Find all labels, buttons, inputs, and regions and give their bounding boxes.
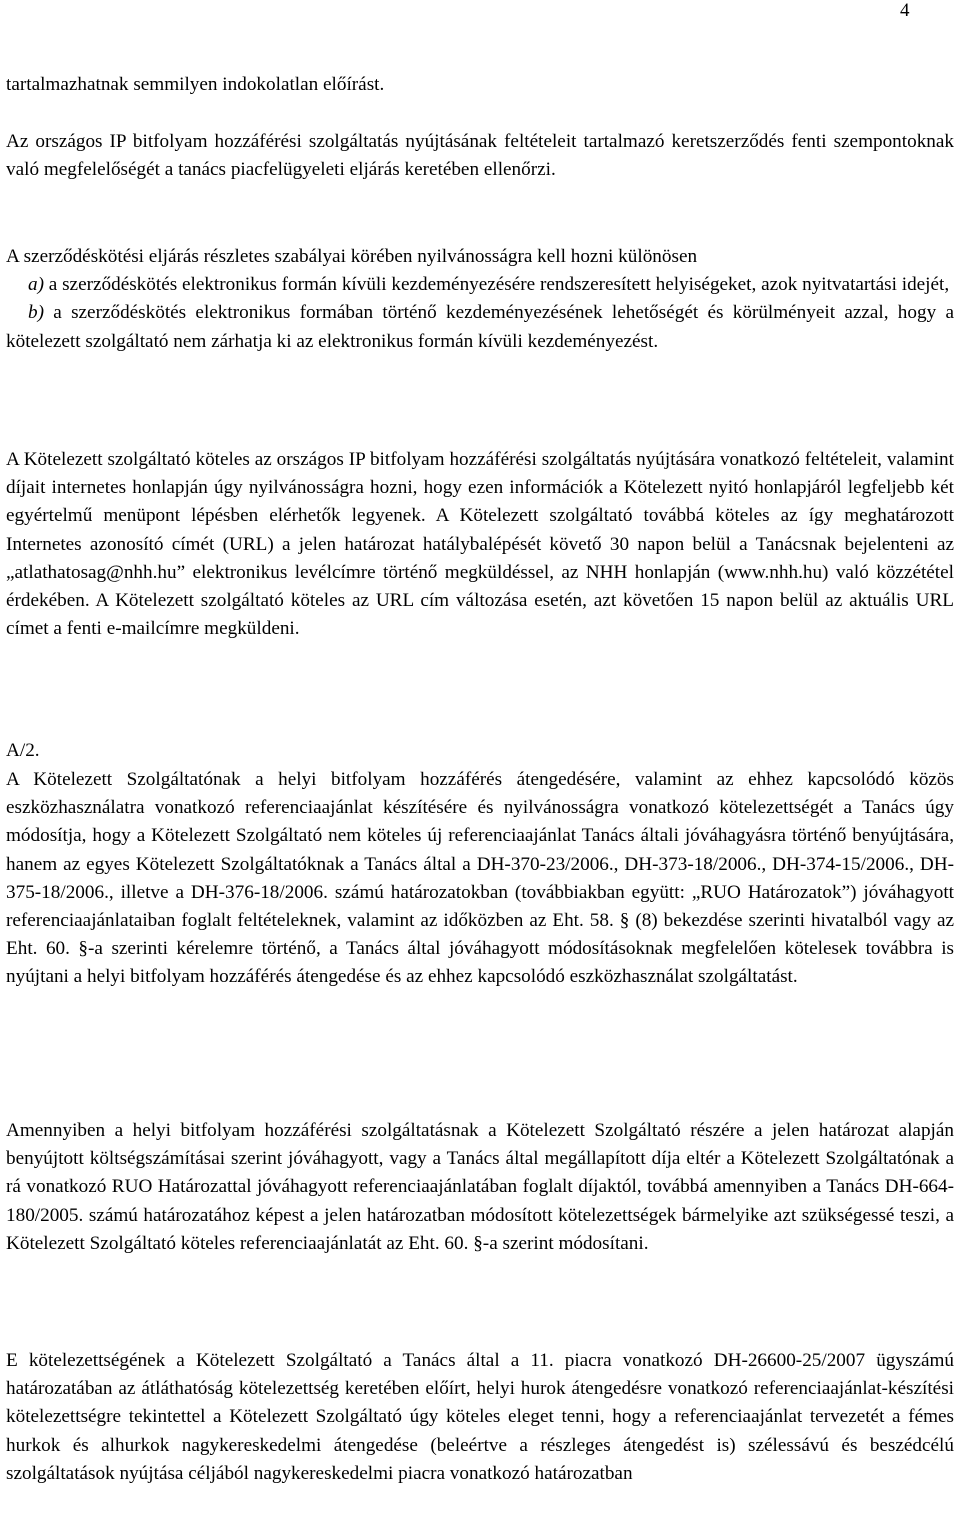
page-number: 4	[900, 0, 910, 21]
paragraph-oversight: Az országos IP bitfolyam hozzáférési szolgáltatás nyújtásának feltételeit tartalmazó keretszerződés fenti szempontoknak való megfelelőségét a tanács piacfelügyeleti eljárás keretében ellenőrzi.	[6, 131, 954, 181]
contract-rules-intro: A szerződéskötési eljárás részletes szabályai körében nyilvánosságra kell hozni különösen	[6, 246, 698, 267]
paragraph-fee-modification: Amennyiben a helyi bitfolyam hozzáférési szolgáltatásnak a Kötelezett Szolgáltató részére a jelen határozat alapján benyújtott költségszámításai szerint jóváhagyott, vagy a Tanács által megállapított díja eltér a Kötelezett Szolgáltatónak a rá vonatkozó RUO Határozattal jóváhagyott referenciaajánlatában foglalt díjaktól, továbbá amennyiben a Tanács DH-664-180/2005. számú határozatához képest a jelen határozatban módosított kötelezettségek bármelyike azt szükségessé teszi, a Kötelezett Szolgáltató köteles referenciaajánlatát az Eht. 60. §-a szerint módosítani.	[6, 1120, 954, 1254]
paragraph-continuation: tartalmazhatnak semmilyen indokolatlan előírást.	[6, 74, 385, 95]
section-heading-a2: A/2.	[6, 740, 40, 761]
list-text-a: a szerződéskötés elektronikus formán kívüli kezdeményezésére rendszeresített helyiségeket, azok nyitvatartási idejét,	[43, 274, 950, 296]
paragraph-bitstream-reference-offer: A Kötelezett Szolgáltatónak a helyi bitfolyam hozzáférés átengedésére, valamint az ehhez kapcsolódó közös eszközhasználatra vonatkozó referenciaajánlat készítésére és nyilvánosságra vonatkozó kötelezettségét a Tanács úgy módosítja, hogy a Kötelezett Szolgáltató nem köteles új referenciaajánlat Tanács általi jóváhagyásra történő benyújtására, hanem az egyes Kötelezett Szolgáltatóknak a Tanács által a DH-370-23/2006., DH-373-18/2006., DH-374-15/2006., DH-375-18/2006., illetve a DH-376-18/2006. számú határozatokban (továbbiakban együtt: „RUO Határozatok”) jóváhagyott referenciaajánlataiban foglalt feltételeknek, valamint az időközben az Eht. 58. § (8) bekezdése szerinti hivatalból vagy az Eht. 60. §-a szerinti kérelemre történő, a Tanács által jóváhagyott módosításoknak megfelelően kötelesek továbbra is nyújtani a helyi bitfolyam hozzáférés átengedése és az ehhez kapcsolódó eszközhasználat szolgáltatást.	[6, 769, 954, 988]
paragraph-contract-rules	[6, 243, 954, 356]
list-label-b: b)	[28, 302, 44, 324]
paragraph-publication: A Kötelezett szolgáltató köteles az országos IP bitfolyam hozzáférési szolgáltatás nyújtására vonatkozó feltételeit, valamint díjait internetes honlapján úgy nyilvánosságra hozni, hogy ezen információk a Kötelezett nyitó honlapjáról legfeljebb két egyértelmű menüpont lépésben elérhetők legyenek. A Kötelezett szolgáltató továbbá köteles az így meghatározott Internetes azonosító címét (URL) a jelen határozat hatálybalépését követő 30 napon belül a Tanácsnak bejelenteni az „atlathatosag@nhh.hu” elektronikus levélcímre történő megküldéssel, az NHH honlapján (www.nhh.hu) való közzététel érdekében. A Kötelezett szolgáltató köteles az URL cím változása esetén, azt követően 15 napon belül az aktuális URL címet a fenti e-mailcímre megküldeni.	[6, 449, 954, 640]
paragraph-obligation: E kötelezettségének a Kötelezett Szolgáltató a Tanács által a 11. piacra vonatkozó DH-26600-25/2007 ügyszámú határozatában az átláthatóság kötelezettség keretében előírt, helyi hurok átengedésre vonatkozó referenciaajánlat-készítési kötelezettségre tekintettel a Kötelezett Szolgáltató úgy köteles eleget tenni, hogy a referenciaajánlat tervezetét a fémes hurkok és alhurkok nagykereskedelmi átengedése (beleértve a részleges átengedést is) szélessávú és beszédcélú szolgáltatások nyújtása céljából nagykereskedelmi piacra vonatkozó határozatban	[6, 1350, 954, 1484]
list-item-a	[6, 271, 954, 299]
list-text-b: a szerződéskötés elektronikus formában történő kezdeményezésének lehetőségét és körülményeit azzal, hogy a kötelezett szolgáltató nem zárhatja ki az elektronikus formán kívüli kezdeményezést.	[6, 302, 954, 352]
list-item-b	[6, 299, 954, 355]
list-label-a: a)	[28, 274, 44, 296]
